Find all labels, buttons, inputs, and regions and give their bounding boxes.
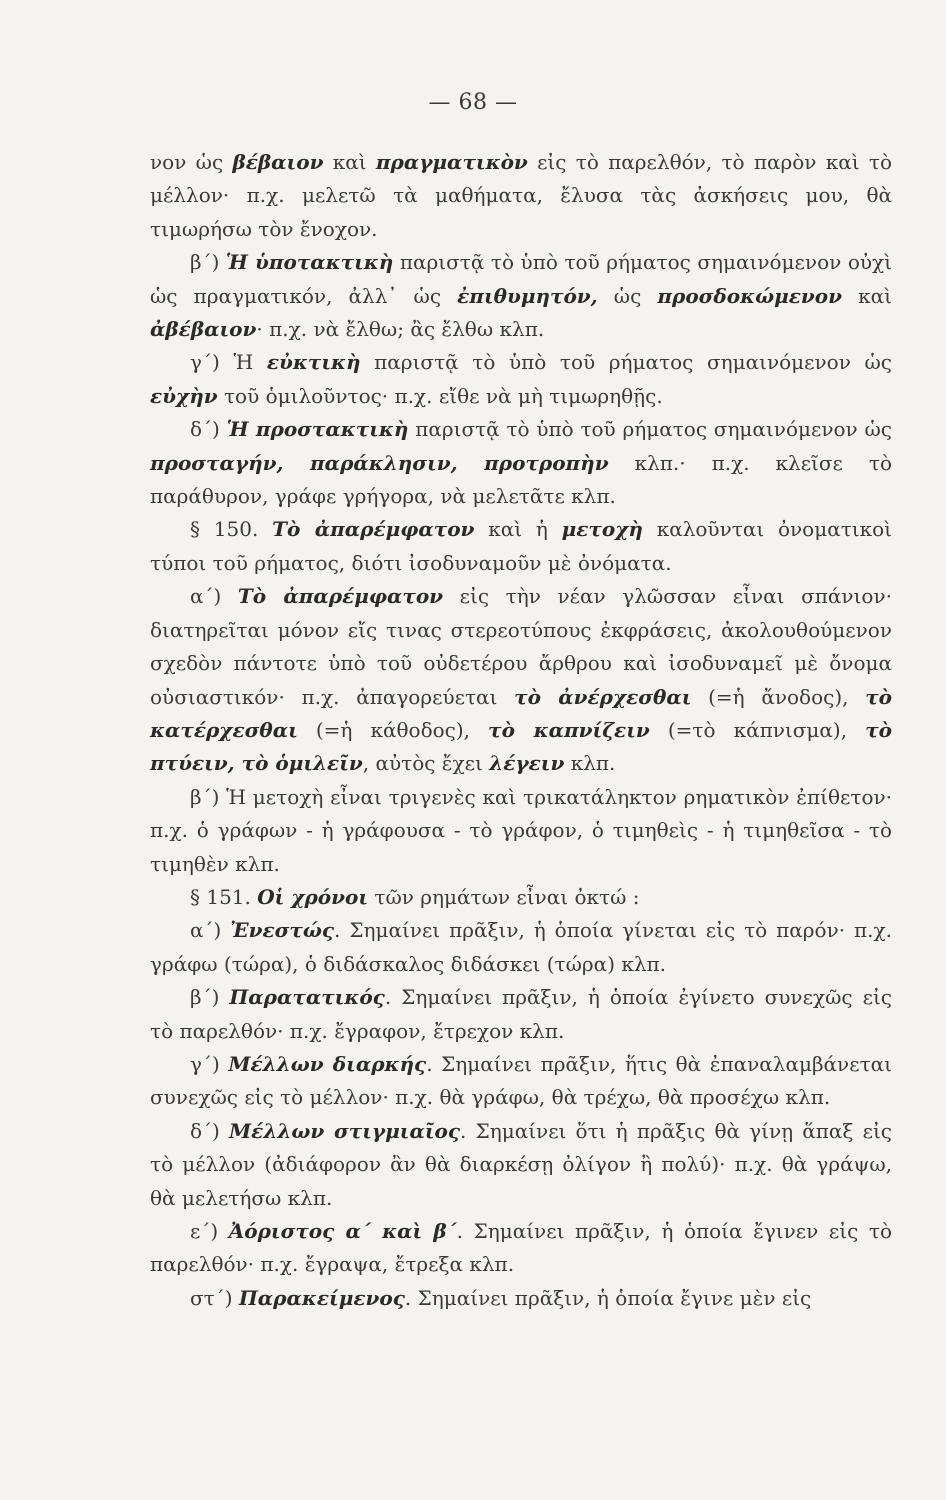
text-body	[150, 146, 892, 1315]
text-run: · π.χ. νὰ ἔλθω; ἂς ἔλθω κλπ.	[256, 317, 545, 342]
paragraph	[150, 346, 892, 413]
paragraph	[150, 1282, 892, 1315]
text-run: (=ἡ ἄνοδος),	[691, 684, 866, 709]
emphasized-term: τὸ ἀνέρχεσθαι	[514, 684, 692, 709]
text-run: . Σημαίνει ὅτι ἡ πρᾶξις θὰ γίνῃ ἅπαξ εἰς τὸ μέλλον (ἀδιάφορον ἂν θὰ διαρκέσῃ ὀλίγον ἢ πολύ)· π.χ. θὰ γράψω, θὰ μελετήσω κλπ.	[150, 1118, 892, 1210]
emphasized-term: Παρατατικός	[229, 985, 385, 1010]
emphasized-term: Μέλλων διαρκής	[228, 1051, 427, 1076]
emphasized-term: τὸ καπνίζειν	[488, 717, 650, 742]
text-run: β΄)	[190, 250, 226, 275]
text-run: ὡς	[597, 283, 658, 308]
emphasized-term: λέγειν	[489, 751, 565, 776]
paragraph	[150, 881, 892, 914]
text-run: τοῦ ὁμιλοῦντος· π.χ. εἴθε νὰ μὴ τιμωρηθῇς.	[217, 383, 663, 408]
paragraph	[150, 146, 892, 246]
text-run: εἰς τὸ παρελθόν, τὸ παρὸν καὶ τὸ μέλλον· π.χ. μελετῶ τὰ μαθήματα, ἔλυσα τὰς ἀσκήσεις μου, θὰ τιμωρήσω τὸν ἔνοχον.	[150, 150, 892, 241]
text-run: παριστᾷ τὸ ὑπὸ τοῦ ρήματος σημαινόμενον ὡς	[360, 350, 892, 375]
text-run: (=ἡ κάθοδος),	[297, 717, 489, 742]
text-run: τῶν ρημάτων εἶναι ὀκτώ :	[368, 884, 640, 909]
emphasized-term: Ἡ προστακτικὴ	[226, 417, 409, 442]
text-run: § 151.	[190, 884, 258, 909]
text-run: (=τὸ κάπνισμα),	[649, 717, 866, 742]
text-run: εἰς τὴν νέαν γλῶσσαν εἶναι σπάνιον· διατηρεῖται μόνον εἴς τινας στερεοτύπους ἐκφράσεις, ἀκολουθούμενον σχεδὸν πάντοτε ὑπὸ τοῦ οὐδετέρου ἄρθρου καὶ ἰσοδυναμεῖ μὲ ὄνομα οὐσιαστικόν· π.χ. ἀπαγορεύεται	[150, 584, 892, 709]
emphasized-term: Οἱ χρόνοι	[257, 884, 369, 909]
text-run: α΄)	[190, 584, 238, 609]
paragraph	[150, 781, 892, 881]
text-run: καὶ	[323, 150, 376, 174]
paragraph	[150, 513, 892, 580]
text-run: δ΄)	[190, 417, 227, 442]
emphasized-term: Ἀόριστος α΄ καὶ β΄	[228, 1219, 457, 1243]
text-run: § 150.	[190, 517, 273, 542]
text-run: νον ὡς	[150, 150, 233, 174]
emphasized-term: μετοχὴ	[561, 517, 643, 542]
paragraph	[150, 981, 892, 1048]
text-run: . Σημαίνει πρᾶξιν, ἡ ὁποία ἐγίνετο συνεχῶς εἰς τὸ παρελθόν· π.χ. ἔγραφον, ἔτρεχον κλπ.	[150, 985, 892, 1043]
text-run: καλοῦνται ὀνοματικοὶ τύποι τοῦ ρήματος, διότι ἰσοδυναμοῦν μὲ ὀνόματα.	[150, 517, 892, 575]
text-run: β΄) Ἡ μετοχὴ εἶναι τριγενὲς καὶ τρικατάληκτον ρηματικὸν ἐπίθετον· π.χ. ὁ γράφων - ἡ γράφουσα - τὸ γράφον, ὁ τιμηθεὶς - ἡ τιμηθεῖσα - τὸ τιμηθὲν κλπ.	[150, 784, 892, 876]
text-run: γ΄) Ἡ	[190, 350, 267, 375]
text-run: δ΄)	[190, 1118, 230, 1143]
text-run: . Σημαίνει πρᾶξιν, ἡ ὁποία γίνεται εἰς τὸ παρόν· π.χ. γράφω (τώρα), ὁ διδάσκαλος διδάσκει (τώρα) κλπ.	[150, 918, 893, 976]
text-run: κλπ.	[564, 751, 616, 776]
text-run: β΄)	[190, 985, 230, 1010]
text-run: κλπ.· π.χ. κλεῖσε τὸ παράθυρον, γράφε γρήγορα, νὰ μελετᾶτε κλπ.	[150, 450, 892, 509]
text-run: . Σημαίνει πρᾶξιν, ἥτις θὰ ἐπαναλαμβάνεται συνεχῶς εἰς τὸ μέλλον· π.χ. θὰ γράφω, θὰ τρέχω, θὰ προσέχω κλπ.	[150, 1051, 892, 1110]
text-run: , αὐτὸς ἔχει	[362, 751, 490, 776]
text-run: παριστᾷ τὸ ὑπὸ τοῦ ρήματος σημαινόμενον ὡς	[408, 417, 892, 442]
emphasized-term: Τὸ ἀπαρέμφατον	[237, 584, 444, 609]
paragraph	[150, 1215, 892, 1282]
emphasized-term: εὐκτικὴ	[266, 350, 361, 375]
emphasized-term: Μέλλων στιγμιαῖος	[229, 1118, 461, 1143]
emphasized-term: προσταγήν, παράκλησιν, προτροπὴν	[150, 450, 609, 475]
paragraph	[150, 1115, 892, 1215]
emphasized-term: εὐχὴν	[150, 383, 218, 408]
emphasized-term: ἀβέβαιον	[150, 317, 257, 342]
text-run: α΄)	[190, 918, 231, 943]
emphasized-term: Ἡ ὑποτακτικὴ	[225, 250, 394, 275]
paragraph	[150, 413, 892, 513]
text-run: γ΄)	[190, 1051, 229, 1076]
emphasized-term: Παρακείμενος	[238, 1285, 405, 1310]
emphasized-term: Ἐνεστώς	[230, 918, 335, 943]
text-run: ε΄)	[190, 1219, 229, 1243]
paragraph	[150, 246, 892, 346]
text-run: καὶ	[842, 283, 892, 308]
emphasized-term: Τὸ ἀπαρέμφατον	[272, 517, 475, 542]
emphasized-term: τὸ κατέρχεσθαι	[150, 684, 892, 742]
text-run: . Σημαίνει πρᾶξιν, ἡ ὁποία ἔγινεν εἰς τὸ παρελθόν· π.χ. ἔγραψα, ἔτρεξα κλπ.	[150, 1219, 892, 1277]
paragraph	[150, 1048, 892, 1115]
text-run: παριστᾷ τὸ ὑπὸ τοῦ ρήματος σημαινόμενον οὐχὶ ὡς πραγματικόν, ἀλλ᾿ ὡς	[150, 250, 892, 308]
paragraph	[150, 580, 892, 780]
text-run: . Σημαίνει πρᾶξιν, ἡ ὁποία ἔγινε μὲν εἰς	[404, 1285, 812, 1310]
text-run: καὶ ἡ	[474, 517, 562, 542]
text-run: στ΄)	[190, 1285, 239, 1310]
emphasized-term: προσδοκώμενον	[657, 283, 843, 308]
emphasized-term: τὸ πτύειν, τὸ ὁμιλεῖν	[150, 717, 892, 776]
paragraph	[150, 914, 892, 981]
emphasized-term: βέβαιον	[232, 150, 324, 174]
page-number: — 68 —	[428, 90, 518, 115]
emphasized-term: ἐπιθυμητόν,	[457, 283, 598, 308]
emphasized-term: πραγματικὸν	[375, 150, 528, 174]
